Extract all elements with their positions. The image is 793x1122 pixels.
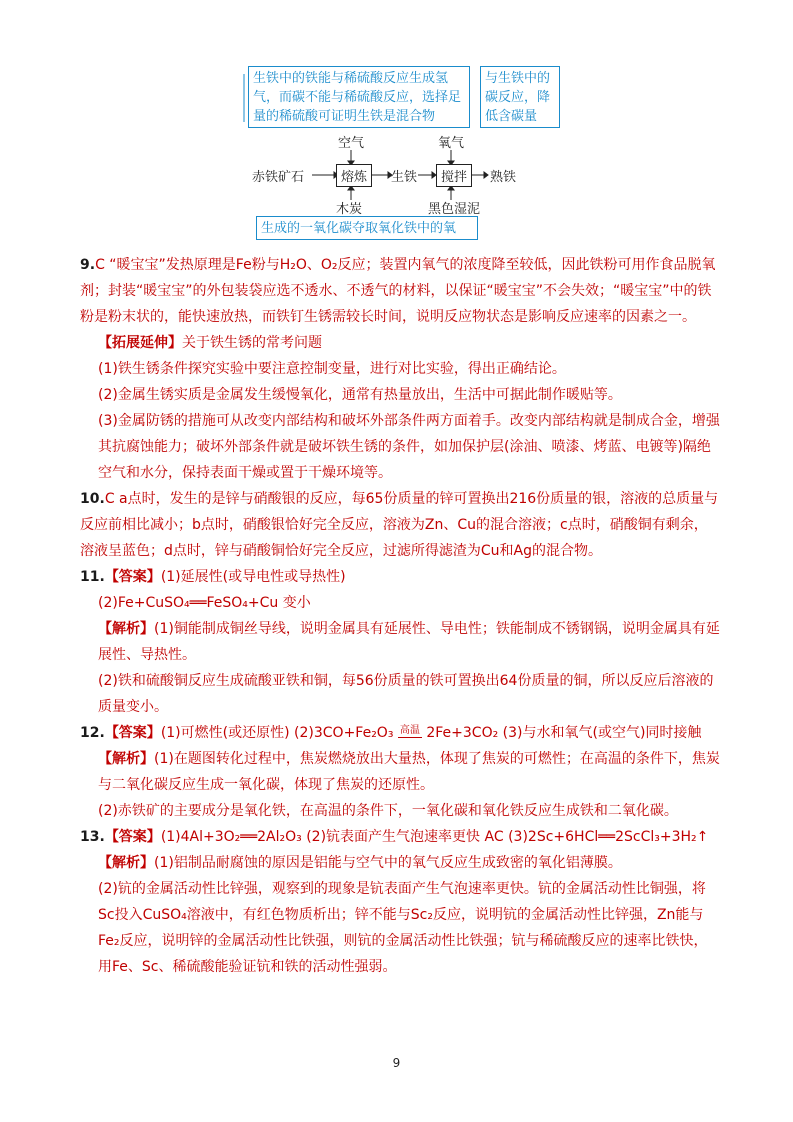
q13-number: 13. [80,829,105,845]
label-mud: 黑色湿泥 [428,202,481,217]
q9-ext3: (3)金属防锈的措施可从改变内部结构和破坏外部条件两方面着手。改变内部结构就是制成合金，增强其抗腐蚀能力；破坏外部条件就是破坏铁生锈的条件，如加保护层(涂油、喷漆、烤蓝、电镀等)隔绝空气和水分，保持表面干燥或置于干燥环境等。 [98,413,720,481]
label-charcoal: 木炭 [336,202,363,217]
q12-a2-cond: 高温 [399,725,420,736]
q9-number: 9. [80,257,96,273]
process-smelt: 熔炼 [336,164,372,187]
q12-a2-pre: (2)3CO+Fe₂O₃ [294,725,394,741]
process-stir: 搅拌 [436,164,472,187]
q9-ext2: (2)金属生锈实质是金属发生缓慢氧化，通常有热量放出，生活中可据此制作暖贴等。 [98,387,622,403]
q12-a3: (3)与水和氧气(或空气)同时接触 [502,725,702,741]
note-left: 生铁中的铁能与稀硫酸反应生成氢气，而碳不能与稀硫酸反应，选择足量的稀硫酸可证明生铁是混合物 [248,66,470,128]
note-right: 与生铁中的碳反应，降低含碳量 [480,66,560,128]
q11-a2-line [80,590,720,616]
q11-answer-line [80,564,720,590]
iron-process-diagram [238,64,568,244]
q11-ana1-text: (1)铜能制成铜丝导线，说明金属具有延展性、导电性；铁能制成不锈钢锅，说明金属具有延展性、导热性。 [98,621,720,663]
q13-a2b: AC [484,829,504,845]
q13-ana1-text: (1)铝制品耐腐蚀的原因是铝能与空气中的氧气反应生成致密的氧化铝薄膜。 [154,855,622,871]
q12-a1: (1)可燃性(或还原性) [160,725,290,741]
label-air: 空气 [338,136,365,151]
q9-text: “暖宝宝”发热原理是Fe粉与H₂O、O₂反应；装置内氧气的浓度降至较低，因此铁粉可用作食品脱氧剂；封装“暖宝宝”的外包装袋应选不透水、不透气的材料，以保证“暖宝宝”不会失效；“暖宝宝”中的铁粉是粉末状的，能快速放热，而铁钉生锈需较长时间，说明反应物状态是影响反应速率的因素之一。 [80,257,716,325]
q11-answer-tag: 【答案】 [104,569,161,585]
q12-ana1-text: (1)在题图转化过程中，焦炭燃烧放出大量热，体现了焦炭的可燃性；在高温的条件下，焦炭与二氧化碳反应生成一氧化碳，体现了焦炭的还原性。 [98,751,720,793]
q13-a3: (3)2Sc+6HCl══2ScCl₃+3H₂↑ [508,829,709,845]
q10-answer: C [104,491,115,507]
q13-answer-line [80,824,720,850]
q11-number: 11. [80,569,105,585]
q9-extension-title [80,330,720,356]
label-oxygen: 氧气 [438,136,465,151]
q13-a2: (2)钪表面产生气泡速率更快 [306,829,481,845]
q9-answer: C [95,257,105,273]
label-pig-iron: 生铁 [391,170,418,185]
label-ore: 赤铁矿石 [252,170,305,185]
q13-analysis-tag: 【解析】 [98,855,154,871]
q13-analysis-2: (2)钪的金属活动性比锌强，观察到的现象是钪表面产生气泡速率更快。钪的金属活动性比铜强，将Sc投入CuSO₄溶液中，有红色物质析出；锌不能与Sc₂反应，说明钪的金属活动性比锌强，Zn能与Fe₂反应，说明锌的金属活动性比铁强，则钪的金属活动性比铁强；钪与稀硫酸反应的速率比铁快，用Fe、Sc、稀硫酸能验证钪和铁的活动性强弱。 [98,881,708,975]
q12-analysis-tag: 【解析】 [98,751,154,767]
q11-analysis-2: (2)铁和硫酸铜反应生成硫酸亚铁和铜，每56份质量的铁可置换出64份质量的铜，所以反应后溶液的质量变小。 [98,673,714,715]
q9-ext1: (1)铁生锈条件探究实验中要注意控制变量，进行对比实验，得出正确结论。 [98,361,566,377]
q12-number: 12. [80,725,105,741]
ext-tag: 【拓展延伸】 [98,335,182,351]
q13-answer-tag: 【答案】 [104,829,161,845]
q12-answer-line [80,720,720,746]
q13-analysis-1 [80,850,720,876]
q10-text: a点时，发生的是锌与硝酸银的反应，每65份质量的锌可置换出216份质量的银，溶液的总质量与反应前相比减小；b点时，硝酸银恰好完全反应，溶液为Zn、Cu的混合溶液；c点时，硝酸铜有剩余，溶液呈蓝色；d点时，锌与硝酸铜恰好完全反应，过滤所得滤渣为Cu和Ag的混合物。 [80,491,719,559]
note-bottom: 生成的一氧化碳夺取氧化铁中的氧 [256,216,478,240]
q11-analysis-tag: 【解析】 [98,621,154,637]
page-number: 9 [392,1056,401,1070]
answer-content [80,252,720,980]
q10-number: 10. [80,491,105,507]
q12-answer-tag: 【答案】 [104,725,161,741]
q11-a2-eq: Fe+CuSO₄══FeSO₄+Cu [117,595,279,611]
label-wrought-iron: 熟铁 [490,170,517,185]
q11-analysis-1 [80,616,720,668]
q12-analysis-2: (2)赤铁矿的主要成分是氧化铁，在高温的条件下，一氧化碳和氧化铁反应生成铁和二氧化碳。 [98,803,678,819]
ext-title: 关于铁生锈的常考问题 [182,335,322,351]
q9-paragraph [80,252,720,330]
q11-a2-post: 变小 [282,595,311,611]
q12-analysis-1 [80,746,720,798]
q11-a1: (1)延展性(或导电性或导热性) [160,569,346,585]
q12-a2-post: 2Fe+3CO₂ [426,725,499,741]
q10-paragraph [80,486,720,564]
q11-a2-pre: (2) [98,595,118,611]
q13-a1: (1)4Al+3O₂══2Al₂O₃ [160,829,302,845]
